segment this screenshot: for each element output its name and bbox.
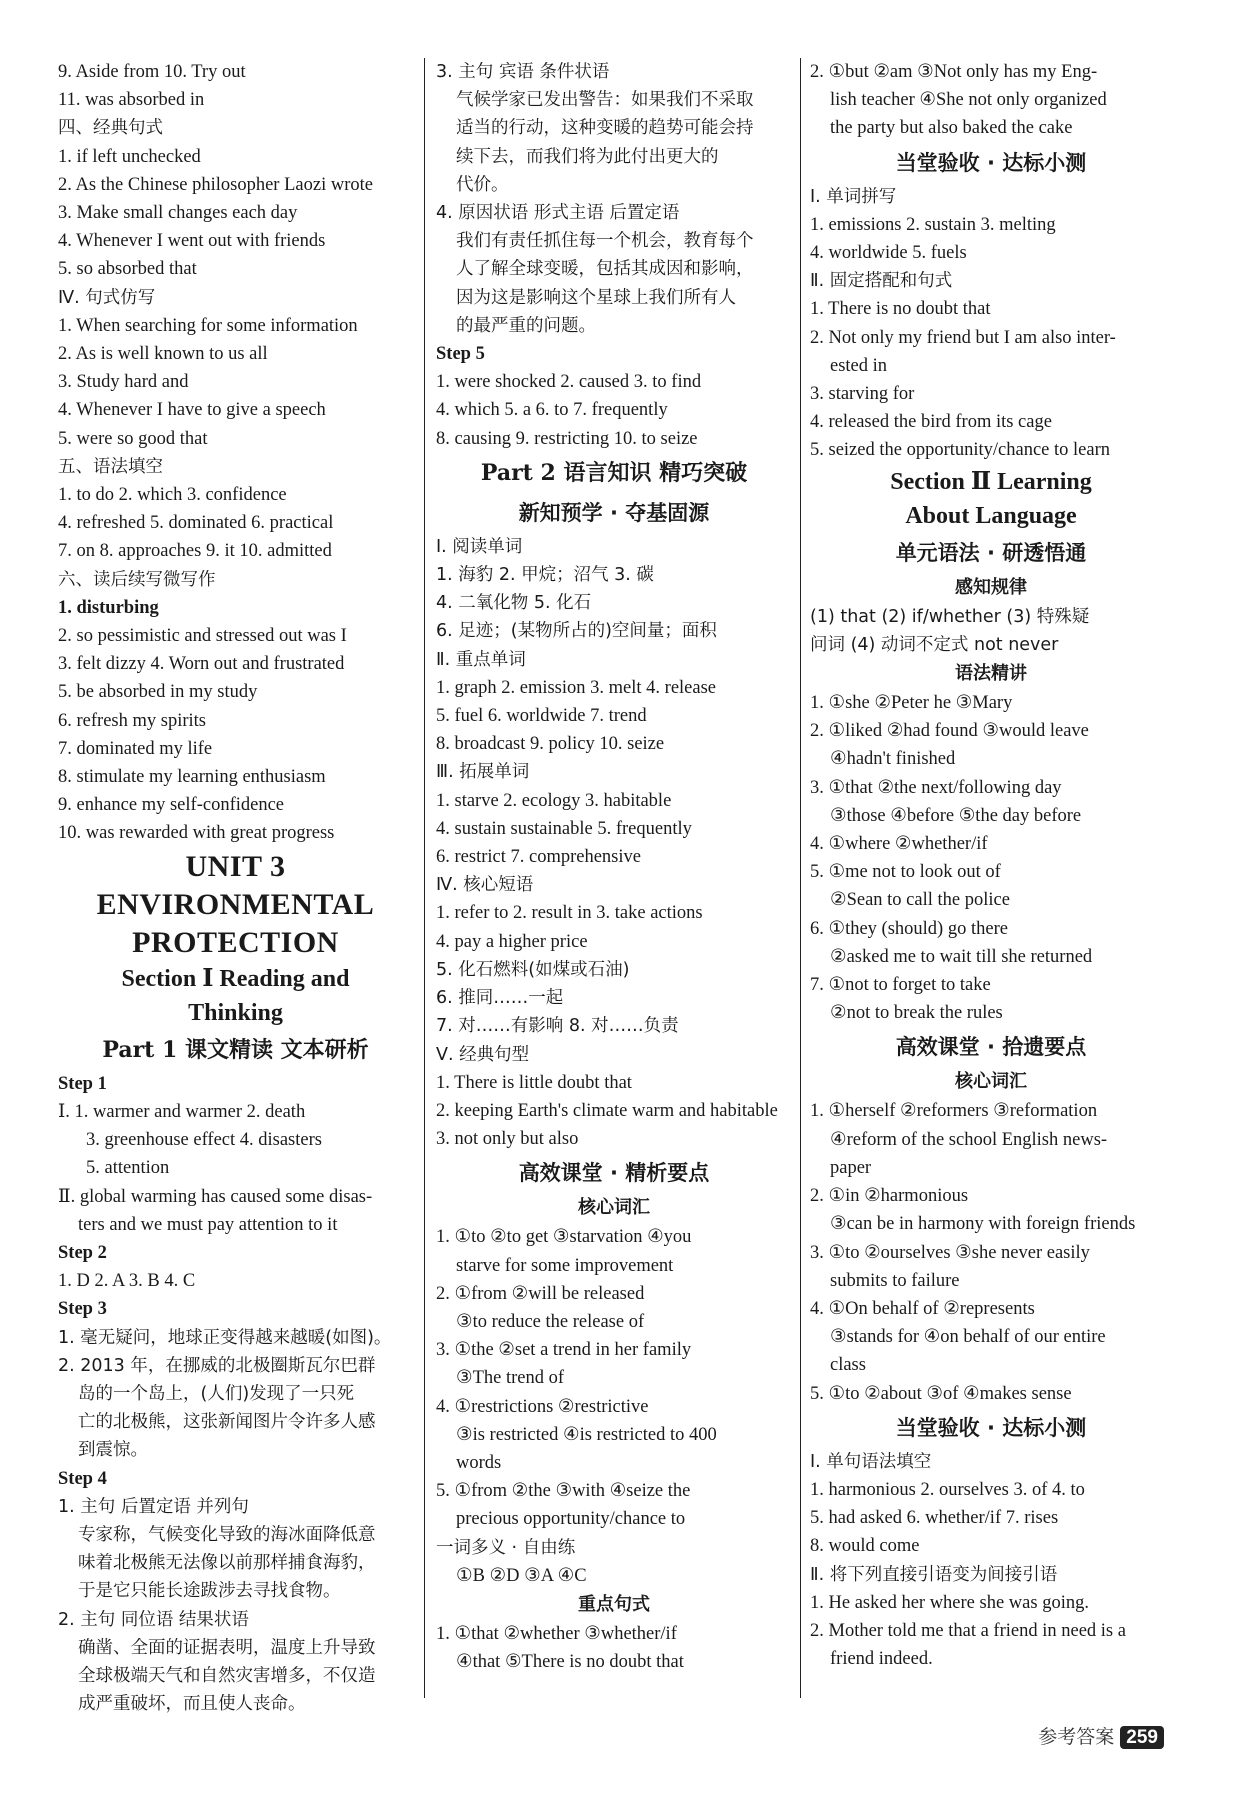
answer-line: the party but also baked the cake [830,118,1073,139]
section-heading: ENVIRONMENTAL [96,887,375,921]
answer-line: 5. attention [86,1158,170,1179]
answer-line: 1. ①to ②to get ③starvation ④you [436,1227,692,1248]
answer-line: 1. 主句 后置定语 并列句 [58,1496,249,1517]
answer-line: submits to failure [830,1270,960,1291]
answer-line: 代价。 [456,174,509,195]
answer-line: 适当的行动，这种变暖的趋势可能会持 [456,118,754,139]
answer-line: 1. emissions 2. sustain 3. melting [810,214,1056,235]
answer-line: 1. disturbing [58,597,159,618]
answer-line: 1. were shocked 2. caused 3. to find [436,372,702,393]
subsection-heading: Ⅱ. 将下列直接引语变为间接引语 [810,1564,1058,1585]
answer-line: ②asked me to wait till she returned [830,946,1093,967]
answer-line: 因为这是影响这个星球上我们所有人 [456,287,736,308]
answer-line: 2. keeping Earth's climate warm and habitable [436,1100,778,1121]
answer-line: 1. ①that ②whether ③whether/if [436,1623,677,1644]
answer-line: 专家称，气候变化导致的海冰面降低意 [78,1524,376,1545]
answer-line: 1. 海豹 2. 甲烷；沼气 3. 碳 [436,565,654,586]
answer-line: 于是它只能长途跋涉去寻找食物。 [78,1581,341,1602]
answer-line: 9. enhance my self-confidence [58,795,285,816]
answer-line: 全球极端天气和自然灾害增多，不仅造 [78,1665,376,1686]
answer-line: Ⅱ. global warming has caused some disas- [58,1186,373,1207]
answer-line: ④hadn't finished [830,749,956,770]
answer-line: 3. ①to ②ourselves ③she never easily [810,1242,1090,1263]
answer-line: ested in [830,355,888,376]
answer-line: 2. 主句 同位语 结果状语 [58,1609,249,1630]
subsection-heading: Ⅳ. 句式仿写 [58,287,156,308]
answer-line: 2. Mother told me that a friend in need is a [810,1620,1126,1641]
answer-line: friend indeed. [830,1649,933,1670]
answer-line: ③is restricted ④is restricted to 400 [456,1424,717,1445]
answer-line: 4. 二氧化物 5. 化石 [436,593,592,614]
answer-line: 1. starve 2. ecology 3. habitable [436,790,672,811]
answer-line: 岛的一个岛上，(人们)发现了一只死 [78,1383,355,1404]
answer-line: 2. 2013 年，在挪威的北极圈斯瓦尔巴群 [58,1355,376,1376]
answer-line: 5. ①me not to look out of [810,862,1001,883]
subsection-heading: Step 4 [58,1468,107,1489]
answer-line: 9. Aside from 10. Try out [58,62,246,82]
subsection-heading: Ⅰ. 单句语法填空 [810,1451,932,1472]
answer-line: 1. refer to 2. result in 3. take actions [436,903,703,924]
section-heading: Thinking [188,999,283,1026]
subsection-heading: Ⅰ. 阅读单词 [436,536,523,557]
subsection-heading: Step 1 [58,1073,107,1094]
answer-line: 1. When searching for some information [58,315,358,336]
answer-line: 5. 化石燃料(如煤或石油) [436,959,630,980]
subsection-heading: 四、经典句式 [58,118,163,139]
answer-line: 8. broadcast 9. policy 10. seize [436,734,665,755]
answer-column-right [810,58,1172,1673]
answer-line: ③to reduce the release of [456,1311,645,1332]
answer-line: paper [830,1157,872,1178]
answer-line: 2. ①liked ②had found ③would leave [810,721,1089,742]
answer-line: 5. fuel 6. worldwide 7. trend [436,706,647,727]
answer-line: ④reform of the school English news- [830,1129,1108,1150]
answer-line: 2. ①but ②am ③Not only has my Eng- [810,62,1098,82]
section-heading: About Language [905,502,1077,529]
subsection-heading: 一词多义 · 自由练 [436,1537,576,1558]
answer-line: 确凿、全面的证据表明，温度上升导致 [78,1637,376,1658]
section-banner: 当堂验收 · 达标小测 [895,1415,1087,1440]
footer-label: 参考答案 [1038,1726,1115,1748]
answer-column-middle [436,58,792,1676]
subsection-heading: 核心词汇 [578,1197,650,1219]
answer-line: 7. dominated my life [58,738,213,759]
answer-line: 1. graph 2. emission 3. melt 4. release [436,677,717,698]
answer-line: 1. ①she ②Peter he ③Mary [810,693,1013,714]
subsection-heading: 核心词汇 [955,1071,1027,1093]
answer-line: 2. ①from ②will be released [436,1283,645,1304]
answer-line: ②not to break the rules [830,1003,1003,1024]
answer-line: 10. was rewarded with great progress [58,823,335,844]
subsection-heading: 六、读后续写微写作 [58,569,216,590]
answer-line: 3. felt dizzy 4. Worn out and frustrated [58,654,345,675]
subsection-heading: Ⅱ. 重点单词 [436,649,526,670]
answer-line: 5. had asked 6. whether/if 7. rises [810,1508,1059,1529]
answer-line: 2. so pessimistic and stressed out was I [58,626,347,647]
answer-line: ②Sean to call the police [830,890,1010,911]
answer-line: precious opportunity/chance to [456,1509,686,1530]
answer-line: 6. restrict 7. comprehensive [436,847,641,868]
answer-line: 气候学家已发出警告：如果我们不采取 [456,90,754,111]
subsection-heading: 五、语法填空 [58,456,163,477]
section-heading: PROTECTION [132,925,339,959]
subsection-heading: 重点句式 [578,1593,650,1615]
answer-line: 7. on 8. approaches 9. it 10. admitted [58,541,332,562]
answer-line: 1. to do 2. which 3. confidence [58,485,287,506]
subsection-heading: Ⅱ. 固定搭配和句式 [810,271,953,292]
answer-line: ③stands for ④on behalf of our entire [830,1327,1106,1348]
answer-line: 5. seized the opportunity/chance to learn [810,440,1111,461]
answer-line: 4. ①where ②whether/if [810,834,988,855]
answer-line: 6. refresh my spirits [58,710,206,731]
answer-line: starve for some improvement [456,1255,674,1276]
answer-line: 5. were so good that [58,428,208,449]
column-divider [800,58,801,1698]
answer-line: 1. harmonious 2. ourselves 3. of 4. to [810,1479,1085,1500]
subsection-heading: Ⅳ. 核心短语 [436,875,534,896]
section-banner: 当堂验收 · 达标小测 [895,150,1087,175]
answer-line: 3. greenhouse effect 4. disasters [86,1130,322,1151]
answer-line: 4. which 5. a 6. to 7. frequently [436,400,668,421]
answer-line: 2. As is well known to us all [58,344,268,365]
section-banner: 单元语法 · 研透悟通 [895,540,1087,565]
section-heading: Part 1 课文精读 文本研析 [102,1036,369,1063]
answer-line: 4. pay a higher price [436,931,588,952]
answer-line: 成严重破坏，而且使人丧命。 [78,1694,306,1715]
answer-line: 1. There is no doubt that [810,299,991,320]
answer-line: 3. ①the ②set a trend in her family [436,1340,692,1361]
answer-line: 1. There is little doubt that [436,1072,632,1093]
answer-line: 到震惊。 [78,1440,148,1461]
section-banner: 新知预学 · 夺基固源 [518,500,710,525]
answer-line: 6. 足迹；(某物所占的)空间量；面积 [436,621,717,642]
answer-line: lish teacher ④She not only organized [830,90,1107,111]
answer-line: 2. As the Chinese philosopher Laozi wrote [58,174,373,195]
subsection-heading: Step 3 [58,1299,107,1320]
answer-column-left [58,58,413,1718]
answer-line: 问词 (4) 动词不定式 not never [810,634,1059,655]
subsection-heading: Step 2 [58,1242,107,1263]
answer-line: 7. 对……有影响 8. 对……负责 [436,1016,679,1037]
answer-line: 5. ①from ②the ③with ④seize the [436,1481,691,1502]
answer-line: 4. Whenever I have to give a speech [58,400,326,421]
answer-line: ①B ②D ③A ④C [456,1565,587,1586]
answer-line: 3. 主句 宾语 条件状语 [436,62,610,82]
answer-line: 4. released the bird from its cage [810,412,1052,433]
answer-line: 3. Make small changes each day [58,203,298,224]
answer-line: 4. refreshed 5. dominated 6. practical [58,513,334,534]
answer-line: 1. ①herself ②reformers ③reformation [810,1101,1098,1122]
subsection-heading: 语法精讲 [955,663,1027,685]
answer-line: 8. causing 9. restricting 10. to seize [436,428,698,449]
answer-line: 3. Study hard and [58,372,189,393]
subsection-heading: Ⅴ. 经典句型 [436,1044,530,1065]
answer-line: 2. Not only my friend but I am also inter- [810,327,1116,348]
answer-line: 4. worldwide 5. fuels [810,243,967,264]
section-heading: Section Ⅰ Reading and [121,965,350,992]
answer-line: 8. would come [810,1536,920,1557]
subsection-heading: Ⅲ. 拓展单词 [436,762,530,783]
answer-line: 6. 推同……一起 [436,988,564,1009]
answer-line: 5. ①to ②about ③of ④makes sense [810,1383,1072,1404]
subsection-heading: Step 5 [436,344,485,365]
answer-line: 11. was absorbed in [58,90,205,111]
answer-line: 5. be absorbed in my study [58,682,258,703]
section-heading: Section Ⅱ Learning [890,468,1092,495]
answer-line: (1) that (2) if/whether (3) 特殊疑 [810,606,1090,627]
answer-line: words [456,1452,502,1473]
answer-line: 续下去，而我们将为此付出更大的 [456,146,719,167]
answer-line: ters and we must pay attention to it [78,1214,338,1235]
answer-line: 1. if left unchecked [58,146,201,167]
answer-line: 4. ①restrictions ②restrictive [436,1396,649,1417]
answer-line: 2. ①in ②harmonious [810,1186,969,1207]
answer-line: 3. not only but also [436,1129,579,1150]
answer-line: ③can be in harmony with foreign friends [830,1214,1136,1235]
answer-line: 1. 毫无疑问，地球正变得越来越暖(如图)。 [58,1327,392,1348]
answer-line: ③The trend of [456,1368,565,1389]
answer-line: 6. ①they (should) go there [810,918,1008,939]
subsection-heading: Ⅰ. 单词拼写 [810,186,897,207]
answer-line: 3. ①that ②the next/following day [810,777,1062,798]
page-number: 259 [1120,1726,1164,1749]
section-banner: 高效课堂 · 精析要点 [518,1161,710,1186]
column-divider [424,58,425,1698]
answer-line: 亡的北极熊，这张新闻图片令许多人感 [78,1412,376,1433]
answer-line: 3. starving for [810,384,915,405]
answer-line: Ⅰ. 1. warmer and warmer 2. death [58,1101,306,1122]
section-banner: 高效课堂 · 拾遗要点 [895,1035,1087,1060]
subsection-heading: 感知规律 [955,576,1027,598]
answer-line: ③those ④before ⑤the day before [830,805,1082,826]
answer-line: 人了解全球变暖，包括其成因和影响， [456,259,754,280]
section-heading: Part 2 语言知识 精巧突破 [480,459,748,486]
answer-line: 4. ①On behalf of ②represents [810,1298,1035,1319]
page-footer [1038,1722,1164,1749]
answer-line: 的最严重的问题。 [456,315,596,336]
section-heading: UNIT 3 [185,849,286,883]
answer-line: 味着北极熊无法像以前那样捕食海豹， [78,1553,376,1574]
answer-line: 我们有责任抓住每一个机会，教育每个 [456,231,754,252]
answer-line: 7. ①not to forget to take [810,975,991,996]
answer-line: 1. D 2. A 3. B 4. C [58,1271,196,1292]
answer-line: ④that ⑤There is no doubt that [456,1652,684,1673]
answer-line: class [830,1355,866,1376]
answer-line: 1. He asked her where she was going. [810,1592,1089,1613]
answer-line: 4. sustain sustainable 5. frequently [436,818,692,839]
answer-line: 8. stimulate my learning enthusiasm [58,767,326,788]
answer-line: 4. 原因状语 形式主语 后置定语 [436,203,680,224]
answer-line: 5. so absorbed that [58,259,197,280]
answer-line: 4. Whenever I went out with friends [58,231,326,252]
